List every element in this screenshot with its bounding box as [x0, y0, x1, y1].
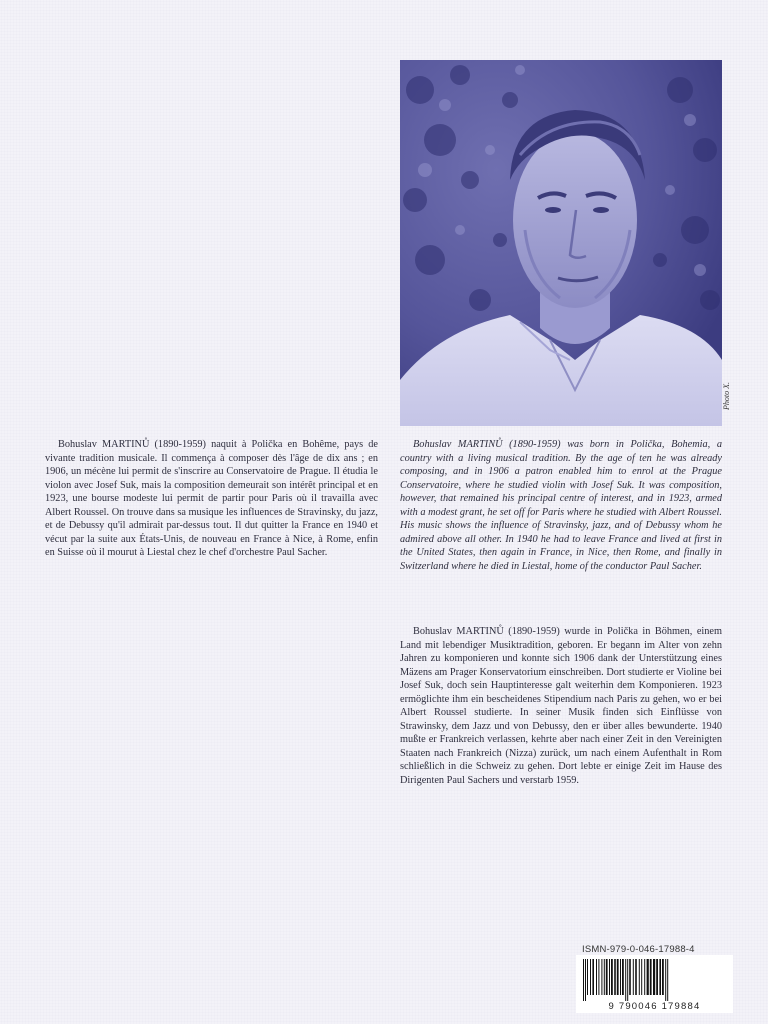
biography-french [45, 438, 378, 560]
biography-french-text: Bohuslav MARTINŮ (1890-1959) naquit à Polička en Bohême, pays de vivante tradition musicale. Il commença à composer dès l'âge de dix ans ; en 1906, un mécène lui permit de s'inscrire au Conservatoire de Prague. Il étudia le violon avec Josef Suk, mais la composition demeurait son intérêt principal et en 1923, une bourse modeste lui permit de partir pour Paris où il travailla avec Albert Roussel. On trouve dans sa musique les influences de Stravinsky, du jazz, et de Debussy qu'il admirait par-dessus tout. Il dut quitter la France en 1940 et vécut par la suite aux États-Unis, de nouveau en France à Nice, à Rome, enfin en Suisse où il mourut à Liestal chez le chef d'orchestre Paul Sacher. [45, 439, 378, 558]
barcode-bar [635, 959, 637, 995]
barcode-bar [665, 959, 666, 1001]
barcode-bar [614, 959, 616, 995]
ismn-number: ISMN-979-0-046-17988-4 [582, 944, 695, 955]
barcode-bar [592, 959, 594, 995]
barcode-bar [587, 959, 588, 995]
barcode-bar [625, 959, 626, 1001]
biography-german [400, 625, 722, 787]
barcode-bar [650, 959, 652, 995]
barcode-bar [601, 959, 602, 995]
barcode-bar [656, 959, 658, 995]
biography-german-text: Bohuslav MARTINŮ (1890-1959) wurde in Polička in Böhmen, einem Land mit lebendiger Musiktradition, geboren. Er begann im Alter von zehn Jahren zu komponieren und konnte sich 1906 dank der Unterstützung eines Mäzens am Prager Konservatorium einschreiben. Dort studierte er Violine bei Josef Suk, doch sein Hauptinteresse galt weiterhin dem Komponieren. 1923 ermöglichte ihm ein bescheidenes Stipendium nach Paris zu gehen, wo er bei Albert Roussel studierte. In seiner Musik finden sich Einflüsse von Strawinsky, dem Jazz und von Debussy, den er über alles bewunderte. 1940 mußte er Frankreich verlassen, kehrte aber nach einer Zeit in den Vereinigten Staaten nach Frankreich (Nizza) zurück, um nach einem Aufenthalt in Rom schließlich in die Schweiz zu gehen. Dort lebte er einige Zeit im Hause des Dirigenten Paul Sachers und verstarb 1959. [400, 626, 722, 786]
barcode-bar [585, 959, 586, 1001]
barcode-bar [617, 959, 619, 995]
barcode-bar [596, 959, 597, 995]
barcode-bar [633, 959, 634, 995]
photo-credit: Photo X. [722, 382, 731, 410]
barcode-bar [606, 959, 608, 995]
barcode-bar [598, 959, 599, 995]
barcode-bar [639, 959, 640, 995]
barcode-bar [659, 959, 661, 995]
biography-english [400, 438, 722, 573]
barcode-bar [622, 959, 624, 995]
barcode-bar [604, 959, 605, 995]
biography-english-text: Bohuslav MARTINŮ (1890-1959) was born in Polička, Bohemia, a country with a living musical tradition. By the age of ten he was already composing, and in 1906 a patron enabled him to enrol at the Prague Conservatoire, where he studied violin with Josef Suk. It was composition, however, that remained his principal centre of interest, and in 1923, armed with a modest grant, he set off for Paris where he studied with Albert Roussel. His music shows the influence of Stravinsky, jazz, and of Debussy whom he admired above all other. In 1940 he had to leave France and lived at first in the United States, then again in France, in Nice, then Rome, and finally in Switzerland where he died in Liestal, home of the conductor Paul Sacher. [400, 439, 722, 572]
barcode-bars [581, 959, 727, 1001]
barcode-bar [644, 959, 645, 995]
barcode [576, 955, 733, 1013]
portrait-image [400, 60, 722, 426]
composer-portrait-photo [400, 60, 722, 426]
barcode-bar [583, 959, 584, 1001]
barcode-bar [647, 959, 649, 995]
barcode-bar [620, 959, 621, 995]
barcode-bar [667, 959, 668, 1001]
barcode-bar [653, 959, 655, 995]
barcode-bar [641, 959, 642, 995]
barcode-bar [662, 959, 664, 995]
ean-number: 9 790046 179884 [608, 1001, 701, 1012]
barcode-bar [611, 959, 613, 995]
barcode-bar [629, 959, 631, 995]
barcode-bar [590, 959, 591, 995]
barcode-bar [609, 959, 610, 995]
barcode-bar [627, 959, 628, 1001]
